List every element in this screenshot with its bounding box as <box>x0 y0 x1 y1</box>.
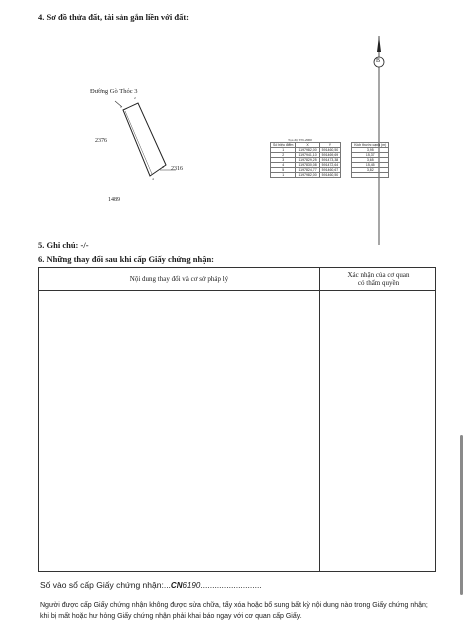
coord-cell: 591473,38 <box>319 158 341 163</box>
coord-cell: 1197824,77 <box>296 168 319 173</box>
registry-dots-before: ... <box>163 580 171 590</box>
changes-table <box>38 267 436 572</box>
section-5-title: 5. Ghi chú: -/- <box>38 240 89 250</box>
column-header-content: Nội dung thay đổi và cơ sở pháp lý <box>129 275 229 283</box>
coords-caption: Tọa độ VN-2000 <box>288 138 312 142</box>
coord-header-cell: Số hiệu điểm <box>271 143 296 148</box>
registry-label: Số vào sổ cấp Giấy chứng nhận: <box>40 580 164 590</box>
coord-cell: 4 <box>271 163 296 168</box>
coord-cell: 1197830,08 <box>296 163 319 168</box>
column-divider <box>319 268 320 571</box>
north-arrow-label: B <box>376 58 381 64</box>
coord-distance-cell: 3,82 <box>352 168 389 173</box>
legal-note: Người được cấp Giấy chứng nhận không được sửa chữa, tẩy xóa hoặc bổ sung bất kỳ nội dung nào trong Giấy chứng nhận; khi bị mất hoặc hư hỏng Giấy chứng nhận phải khai báo ngay với cơ quan cấp Giấy. <box>40 602 428 620</box>
coord-cell: 2 <box>271 153 296 158</box>
section-6-title: 6. Những thay đổi sau khi cấp Giấy chứng nhận: <box>38 254 215 264</box>
coord-header-cell: Y <box>319 143 341 148</box>
coord-header-cell: X <box>296 143 319 148</box>
vertex-4-label: 4 <box>152 177 154 181</box>
vertex-2-label: 2 <box>134 96 136 100</box>
coord-cell: 591460,50 <box>319 148 341 153</box>
coord-cell: 5 <box>271 168 296 173</box>
parcel-number-below: 1489 <box>108 197 120 203</box>
confirmation-line-1: Xác nhận của cơ quan <box>347 271 410 279</box>
registry-handwritten: 6190 <box>182 581 201 590</box>
coord-distance-header: Kích thước cạnh (m) <box>352 143 389 148</box>
confirmation-line-2: có thẩm quyền <box>357 279 400 287</box>
coord-distance-cell: 3,95 <box>352 148 389 153</box>
coord-cell: 591472,64 <box>319 163 341 168</box>
vertex-1-label: 1 <box>120 105 122 109</box>
coord-cell: 591460,50 <box>319 173 341 178</box>
parcel-number-right: 2316 <box>171 166 183 172</box>
coord-cell: 1 <box>271 148 296 153</box>
coord-distance-cell: 3,65 <box>352 158 389 163</box>
changes-table-header <box>39 268 435 291</box>
section-4-title: 4. Sơ đồ thửa đất, tài sản gắn liền với đất: <box>38 12 190 22</box>
coord-cell: 591460,67 <box>319 168 341 173</box>
coord-distance-cell: 15,45 <box>352 163 389 168</box>
vertex-3-label: 3 <box>162 165 164 169</box>
column-header-confirmation <box>320 271 437 287</box>
coord-row <box>271 173 389 178</box>
coord-cell: 1 <box>271 173 296 178</box>
coord-cell: 1197941,10 <box>296 153 319 158</box>
coord-cell: 1197829,25 <box>296 158 319 163</box>
registry-stamp: CN <box>170 581 183 590</box>
coord-separator <box>341 173 352 178</box>
registry-number-line <box>40 580 262 590</box>
coordinate-table <box>270 142 389 178</box>
coord-cell: 1197982,00 <box>296 173 319 178</box>
parcel-number-left: 2376 <box>95 138 107 144</box>
registry-dots-after: .......................... <box>200 580 262 590</box>
coord-distance-cell: 15,37 <box>352 153 389 158</box>
coord-cell: 3 <box>271 158 296 163</box>
coord-cell: 591469,69 <box>319 153 341 158</box>
scrollbar-thumb[interactable] <box>460 435 463 595</box>
coord-cell: 1197982,00 <box>296 148 319 153</box>
road-label: Đường Gò Thóc 3 <box>90 88 138 95</box>
coord-distance-cell <box>352 173 389 178</box>
coord-header-row <box>271 143 389 148</box>
